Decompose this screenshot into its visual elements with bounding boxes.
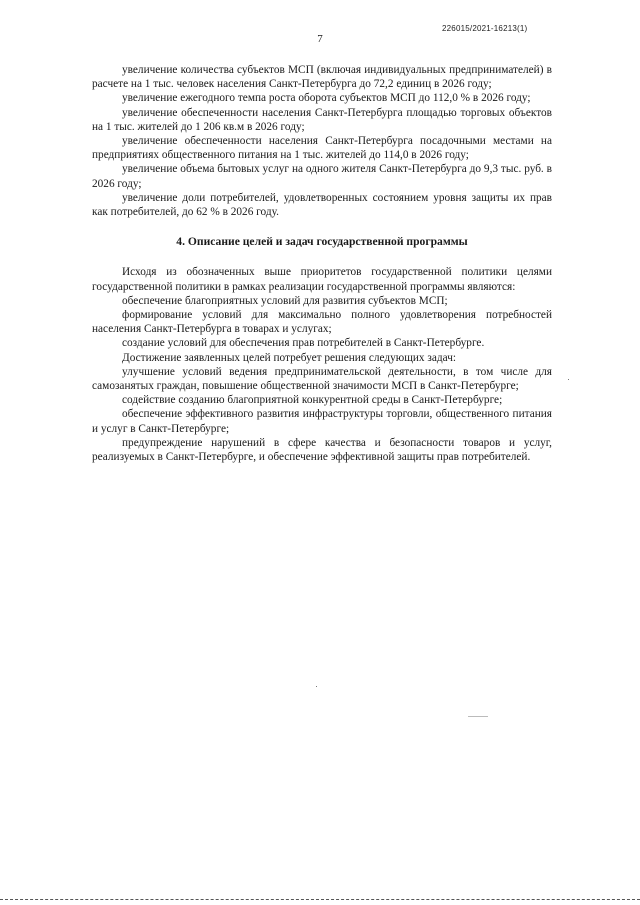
task-item-1: улучшение условий ведения предпринимательской деятельности, в том числе для самозанятых граждан, повышение общественной значимости МСП в Санкт-Петербурге; — [92, 365, 552, 393]
target-indicator-4: увеличение обеспеченности населения Санкт-Петербурга посадочными местами на предприятиях общественного питания на 1 тыс. жителей до 114,0 в 2026 году; — [92, 135, 552, 162]
goal-item-2: формирование условий для максимально полного удовлетворения потребностей населения Санкт-Петербурга в товарах и услугах; — [92, 309, 552, 336]
page-body — [92, 63, 552, 464]
scan-edge-line — [0, 899, 640, 901]
tasks-intro: Достижение заявленных целей потребует решения следующих задач: — [122, 351, 457, 364]
goal-item-3: создание условий для обеспечения прав потребителей в Санкт-Петербурге. — [122, 337, 485, 350]
task-item-2: содействие созданию благоприятной конкурентной среды в Санкт-Петербурге; — [122, 394, 503, 407]
page-number: 7 — [317, 33, 323, 45]
target-indicator-5: увеличение объема бытовых услуг на одного жителя Санкт-Петербурга до 9,3 тыс. руб. в 2026 году; — [92, 163, 552, 190]
scan-speck — [316, 686, 317, 687]
scan-speck — [568, 379, 569, 380]
document-registration-number: 226015/2021-16213(1) — [442, 24, 528, 33]
goal-item-1: обеспечение благоприятных условий для развития субъектов МСП; — [122, 294, 448, 307]
target-indicator-3: увеличение обеспеченности населения Санкт-Петербурга площадью торговых объектов на 1 тыс. жителей до 1 206 кв.м в 2026 году; — [92, 106, 552, 133]
section-heading: 4. Описание целей и задач государственной программы — [176, 235, 468, 249]
scan-speck — [468, 716, 488, 717]
target-indicator-6: увеличение доли потребителей, удовлетворенных состоянием уровня защиты их прав как потребителей, до 62 % в 2026 году. — [92, 191, 552, 219]
target-indicator-2: увеличение ежегодного темпа роста оборота субъектов МСП до 112,0 % в 2026 году; — [122, 92, 531, 105]
goals-intro: Исходя из обозначенных выше приоритетов государственной политики целями государственной политики в рамках реализации государственной программы являются: — [92, 266, 552, 293]
task-item-4: предупреждение нарушений в сфере качества и безопасности товаров и услуг, реализуемых в Санкт-Петербурге, и обеспечение эффективной защиты прав потребителей. — [92, 436, 552, 464]
target-indicator-1: увеличение количества субъектов МСП (включая индивидуальных предпринимателей) в расчете на 1 тыс. человек населения Санкт-Петербурга до 72,2 единиц в 2026 году; — [92, 64, 552, 91]
task-item-3: обеспечение эффективного развития инфраструктуры торговли, общественного питания и услуг в Санкт-Петербурге; — [92, 408, 552, 435]
